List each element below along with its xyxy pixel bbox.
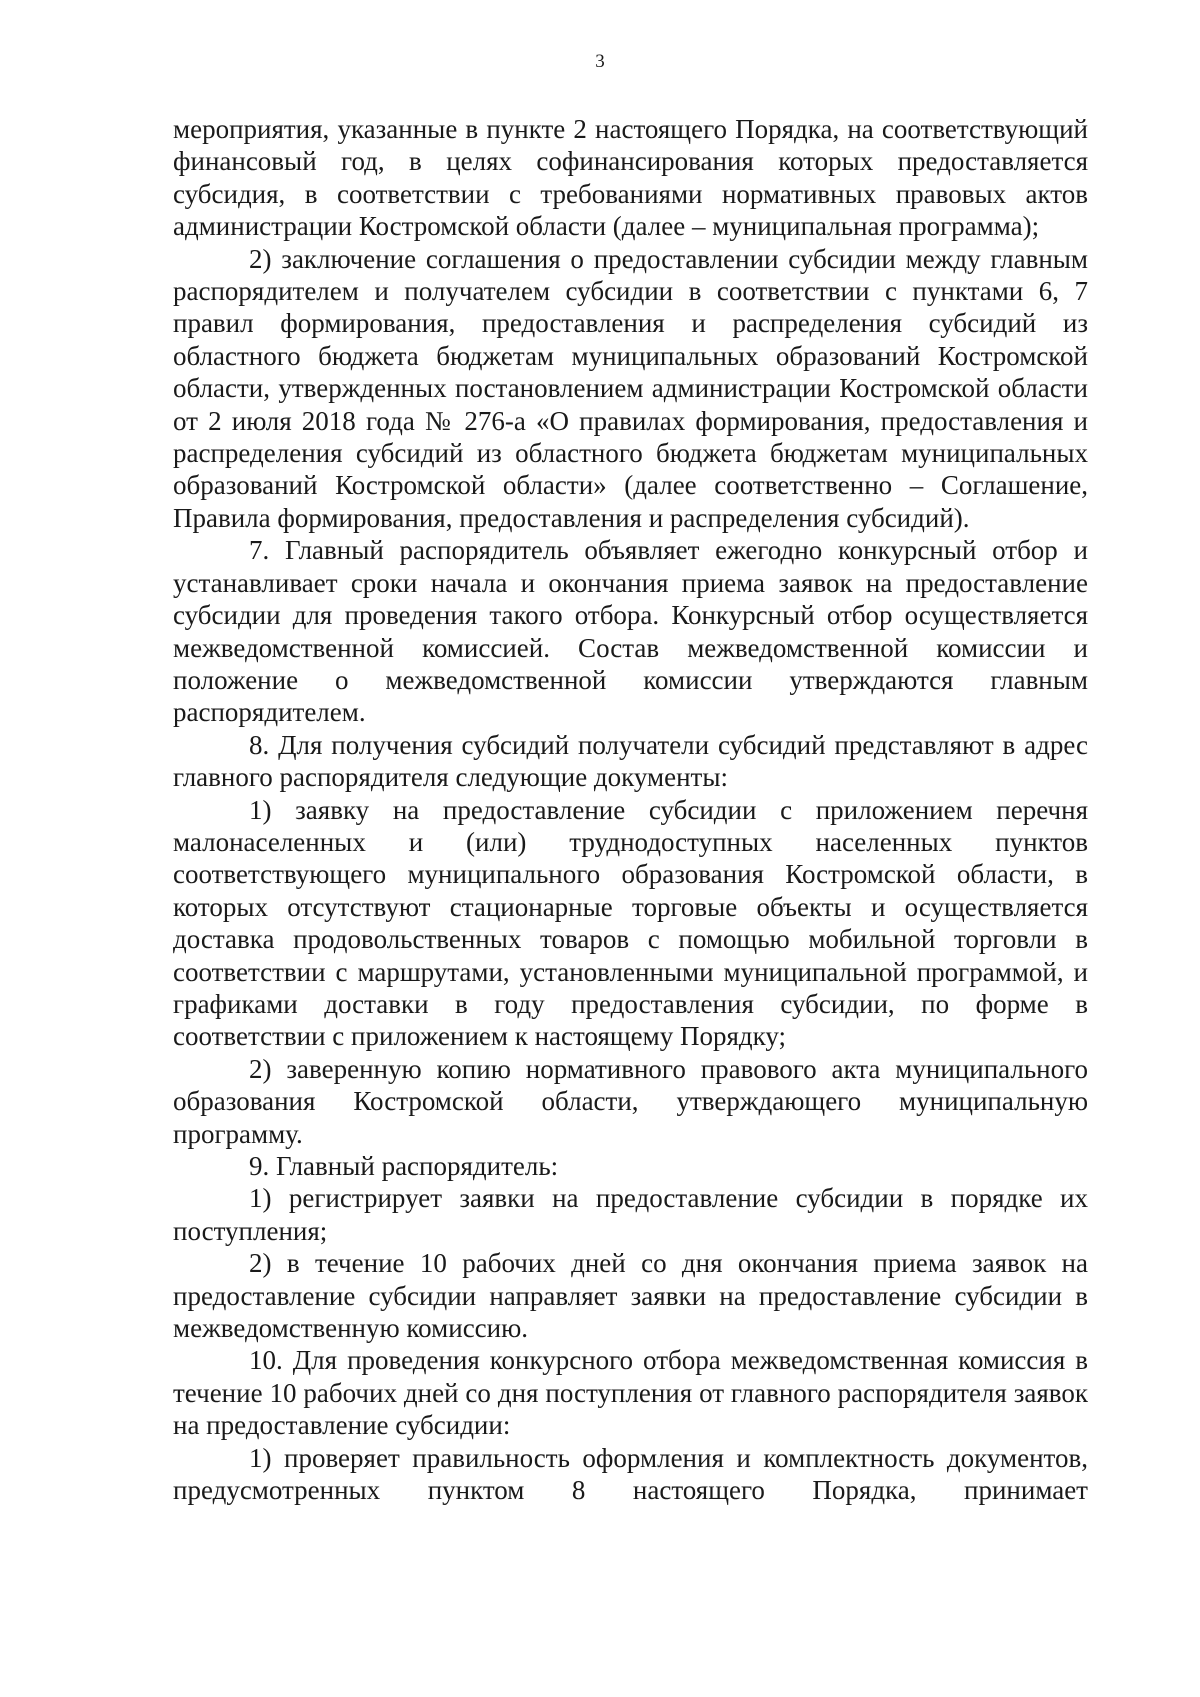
paragraph-item-2-agreement: 2) заключение соглашения о предоставлении субсидии между главным распорядителем и получателем субсидии в соответствии с пунктами 6, 7 правил формирования, предоставления и распределения субсидий из областного бюджета бюджетам муниципальных образований Костромской области, утвержденных постановлением администрации Костромской области от 2 июля 2018 года № 276-а «О правилах формирования, предоставления и распределения субсидий из областного бюджета бюджетам муниципальных образований Костромской области» (далее соответственно – Соглашение, Правила формирования, предоставления и распределения субсидий).: [173, 243, 1088, 533]
paragraph-7: 7. Главный распорядитель объявляет ежегодно конкурсный отбор и устанавливает сроки начала и окончания приема заявок на предоставление субсидии для проведения такого отбора. Конкурсный отбор осуществляется межведомственной комиссией. Состав межведомственной комиссии и положение о межведомственной комиссии утверждаются главным распорядителем.: [173, 535, 1088, 728]
paragraph-8: 8. Для получения субсидий получатели субсидий представляют в адрес главного распорядителя следующие документы:: [173, 729, 1088, 793]
paragraph-8-item-2: 2) заверенную копию нормативного правового акта муниципального образования Костромской области, утверждающего муниципальную программу.: [173, 1053, 1088, 1149]
paragraph-9-item-1: 1) регистрирует заявки на предоставление субсидии в порядке их поступления;: [173, 1183, 1088, 1246]
paragraph-continuation: мероприятия, указанные в пункте 2 настоящего Порядка, на соответствующий финансовый год, в целях софинансирования которых предоставляется субсидия, в соответствии с требованиями нормативных правовых актов администрации Костромской области (далее – муниципальная программа);: [173, 114, 1088, 242]
paragraph-8-item-1: 1) заявку на предоставление субсидии с приложением перечня малонаселенных и (или) труднодоступных населенных пунктов соответствующего муниципального образования Костромской области, в которых отсутствуют стационарные торговые объекты и осуществляется доставка продовольственных товаров с помощью мобильной торговли в соответствии с маршрутами, установленными муниципальной программой, и графиками доставки в году предоставления субсидии, по форме в соответствии с приложением к настоящему Порядку;: [173, 794, 1088, 1052]
document-body: [173, 113, 1088, 1506]
page-number: 3: [595, 51, 605, 72]
paragraph-10: 10. Для проведения конкурсного отбора межведомственная комиссия в течение 10 рабочих дней со дня поступления от главного распорядителя заявок на предоставление субсидии:: [173, 1345, 1088, 1441]
paragraph-10-item-1: 1) проверяет правильность оформления и комплектность документов, предусмотренных пунктом 8 настоящего Порядка, принимает: [173, 1442, 1088, 1506]
paragraph-9-item-2: 2) в течение 10 рабочих дней со дня окончания приема заявок на предоставление субсидии направляет заявки на предоставление субсидии в межведомственную комиссию.: [173, 1248, 1088, 1344]
paragraph-9: 9. Главный распорядитель:: [249, 1151, 559, 1181]
